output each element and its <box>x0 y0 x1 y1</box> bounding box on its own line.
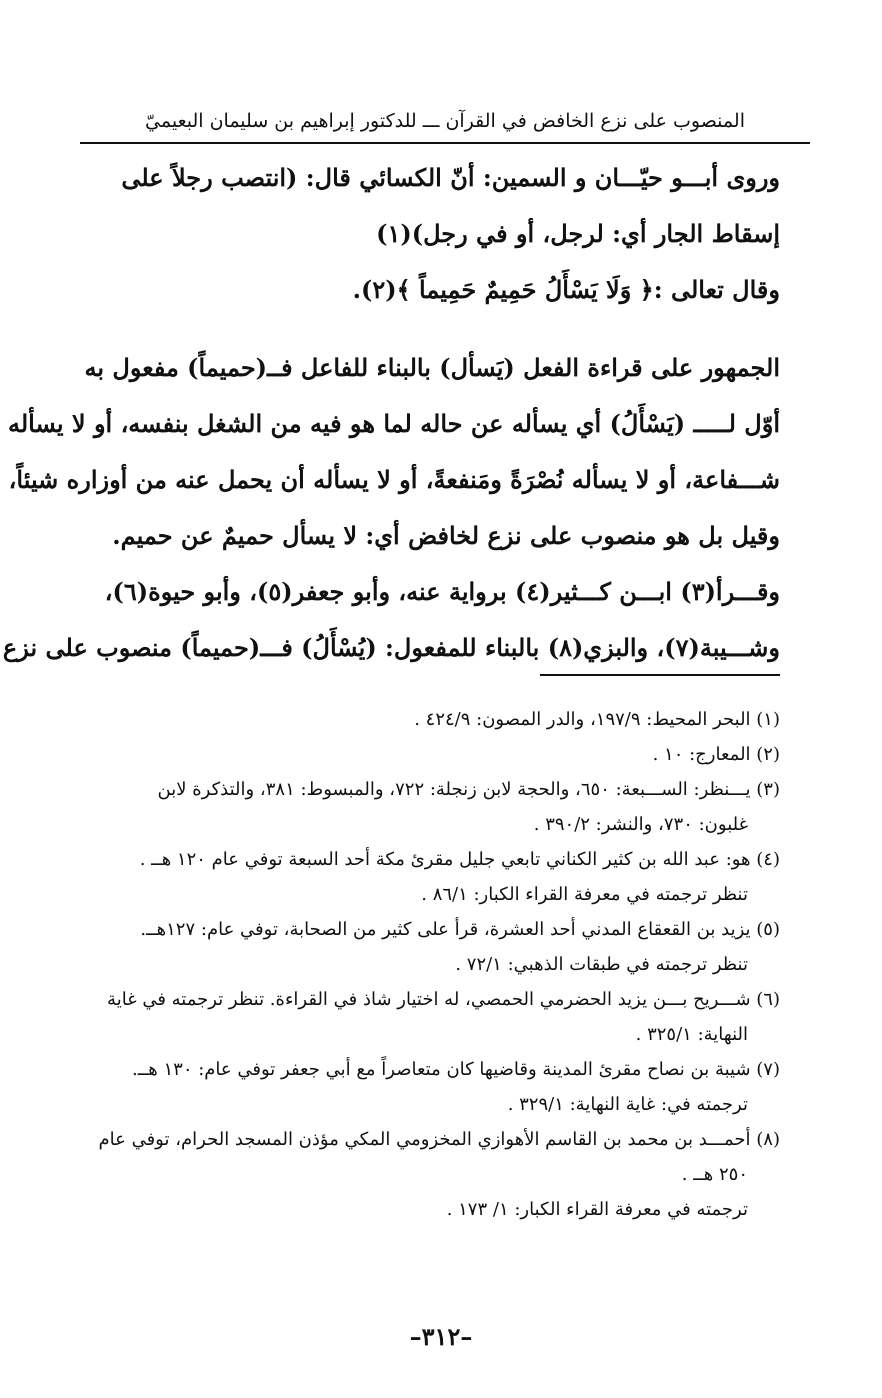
footnote-text: (٤) هو: عبد الله بن كثير الكناني تابعي جليل مقرئ مكة أحد السبعة توفي عام ١٢٠ هــ . <box>139 849 780 870</box>
quran-verse-line: وقال تعالى :﴿ وَلَا يَسْأَلُ حَمِيمٌ حَمِيماً ﴾(٢). <box>352 275 780 304</box>
footnote-separator <box>540 674 780 676</box>
body-line: وروى أبـــو حيّـــان و السمين: أنّ الكسائي قال: (انتصب رجلاً على <box>121 163 780 192</box>
header-rule <box>80 142 810 144</box>
footnote-text: (٢) المعارج: ١٠ . <box>652 744 780 765</box>
footnote-4 <box>70 842 780 912</box>
footnote-7 <box>70 1052 780 1122</box>
footnote-1 <box>70 702 780 737</box>
footnote-continuation: النهاية: ٣٢٥/١ . <box>635 1024 748 1045</box>
footnote-continuation: ترجمته في: غاية النهاية: ٣٢٩/١ . <box>507 1094 748 1115</box>
footnote-text: (٦) شـــريح بـــن يزيد الحضرمي الحمصي، له اختيار شاذ في القراءة. تنظر ترجمته في غاية <box>107 989 780 1010</box>
body-text <box>2 150 780 676</box>
footnote-text: (٥) يزيد بن القعقاع المدني أحد العشرة، قرأ على كثير من الصحابة، توفي عام: ١٢٧هــ. <box>140 919 780 940</box>
body-line: أوّل لـــــ (يَسْأَلُ) أي يسأله عن حاله لما هو فيه من الشغل بنفسه، أو لا يسأله <box>7 409 780 438</box>
body-line: إسقاط الجار أي: لرجل، أو في رجل)(١) <box>376 219 780 248</box>
page-number: –٣١٢– <box>409 1322 473 1351</box>
footnote-continuation: ترجمته في معرفة القراء الكبار: ١/ ١٧٣ . <box>446 1199 748 1220</box>
footnote-6 <box>70 982 780 1052</box>
body-line: شـــفاعة، أو لا يسأله نُصْرَةً ومَنفعةً، أو لا يسأله أن يحمل عنه من أوزاره شيئاً، <box>8 465 780 494</box>
footnotes <box>70 702 780 1227</box>
footnote-8 <box>70 1122 780 1227</box>
body-line: الجمهور على قراءة الفعل (يَسأل) بالبناء للفاعل فــ(حميماً) مفعول به <box>84 353 780 382</box>
footnote-continuation: تنظر ترجمته في معرفة القراء الكبار: ٨٦/١ . <box>421 884 748 905</box>
running-header: المنصوب على نزع الخافض في القرآن ـــ للدكتور إبراهيم بن سليمان البعيميّ <box>145 110 745 132</box>
footnote-continuation: ٢٥٠ هــ . <box>681 1164 748 1185</box>
body-line: وقيل بل هو منصوب على نزع لخافض أي: لا يسأل حميمٌ عن حميم. <box>112 521 780 550</box>
footnote-text: (١) البحر المحيط: ١٩٧/٩، والدر المصون: ٤٢٤/٩ . <box>414 709 780 730</box>
footnote-5 <box>70 912 780 982</box>
footnote-2 <box>70 737 780 772</box>
body-line: وشـــيبة(٧)، والبزي(٨) بالبناء للمفعول: (يُسْأَلُ) فـــ(حميماً) منصوب على نزع <box>2 633 780 662</box>
body-line: وقـــرأ(٣) ابـــن كـــثير(٤) برواية عنه، وأبو جعفر(٥)، وأبو حيوة(٦)، <box>104 577 780 606</box>
footnote-text: (٨) أحمـــد بن محمد بن القاسم الأهوازي المخزومي المكي مؤذن المسجد الحرام، توفي عام <box>98 1129 780 1150</box>
footnote-continuation: غلبون: ٧٣٠، والنشر: ٣٩٠/٢ . <box>533 814 748 835</box>
footnote-continuation: تنظر ترجمته في طبقات الذهبي: ٧٢/١ . <box>455 954 748 975</box>
footnote-text: (٧) شيبة بن نصاح مقرئ المدينة وقاضيها كان متعاصراً مع أبي جعفر توفي عام: ١٣٠ هــ. <box>132 1059 780 1080</box>
footnote-text: (٣) يـــنظر: الســـبعة: ٦٥٠، والحجة لابن زنجلة: ٧٢٢، والمبسوط: ٣٨١، والتذكرة لابن <box>157 779 780 800</box>
footnote-3 <box>70 772 780 842</box>
